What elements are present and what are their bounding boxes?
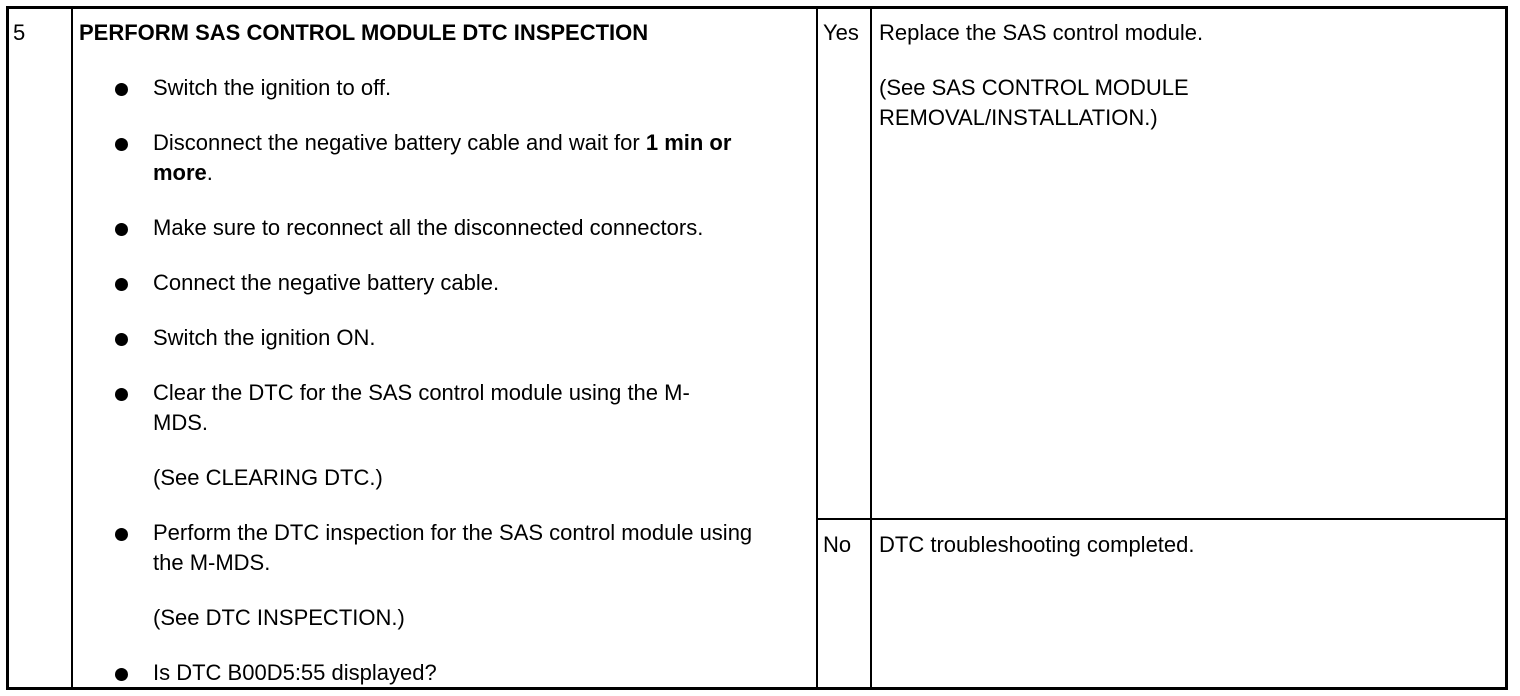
bullet-icon [115, 278, 128, 291]
instruction-text: Switch the ignition ON. [153, 325, 376, 350]
reference-link-clearing-dtc[interactable]: (See CLEARING DTC.) [153, 465, 383, 490]
instruction-text: Clear the DTC for the SAS control module using the M-MDS. [153, 380, 690, 435]
bullet-icon [115, 668, 128, 681]
step-number: 5 [13, 20, 26, 45]
column-divider-step [71, 9, 73, 687]
bullet-icon [115, 528, 128, 541]
bullet-icon [115, 388, 128, 401]
reference-link-sas-removal-line2[interactable]: REMOVAL/INSTALLATION.) [879, 105, 1158, 130]
bullet-icon [115, 223, 128, 236]
bullet-icon [115, 83, 128, 96]
bullet-icon [115, 138, 128, 151]
instruction-text: Perform the DTC inspection for the SAS control module using the M-MDS. [153, 520, 753, 575]
instruction-text: Switch the ignition to off. [153, 75, 392, 100]
bullet-icon [115, 333, 128, 346]
result-label-yes: Yes [823, 20, 859, 45]
result-label-no: No [823, 532, 852, 557]
instruction-text: Connect the negative battery cable. [153, 270, 500, 295]
column-divider-instructions [816, 9, 818, 687]
step-title: PERFORM SAS CONTROL MODULE DTC INSPECTION [79, 20, 649, 45]
instruction-text: Make sure to reconnect all the disconnected connectors. [153, 215, 704, 240]
column-divider-result-label [870, 9, 872, 687]
instruction-text: Is DTC B00D5:55 displayed? [153, 660, 437, 685]
reference-link-dtc-inspection[interactable]: (See DTC INSPECTION.) [153, 605, 405, 630]
row-divider-yes-no [816, 518, 1505, 520]
yes-action: Replace the SAS control module. [879, 20, 1204, 45]
reference-link-sas-removal-line1[interactable]: (See SAS CONTROL MODULE [879, 75, 1189, 100]
inspection-table [6, 6, 1508, 690]
emphasis-duration: 1 min or more [153, 130, 732, 185]
no-action: DTC troubleshooting completed. [879, 532, 1195, 557]
instruction-text: Disconnect the negative battery cable and wait for 1 min or more. [153, 130, 732, 185]
